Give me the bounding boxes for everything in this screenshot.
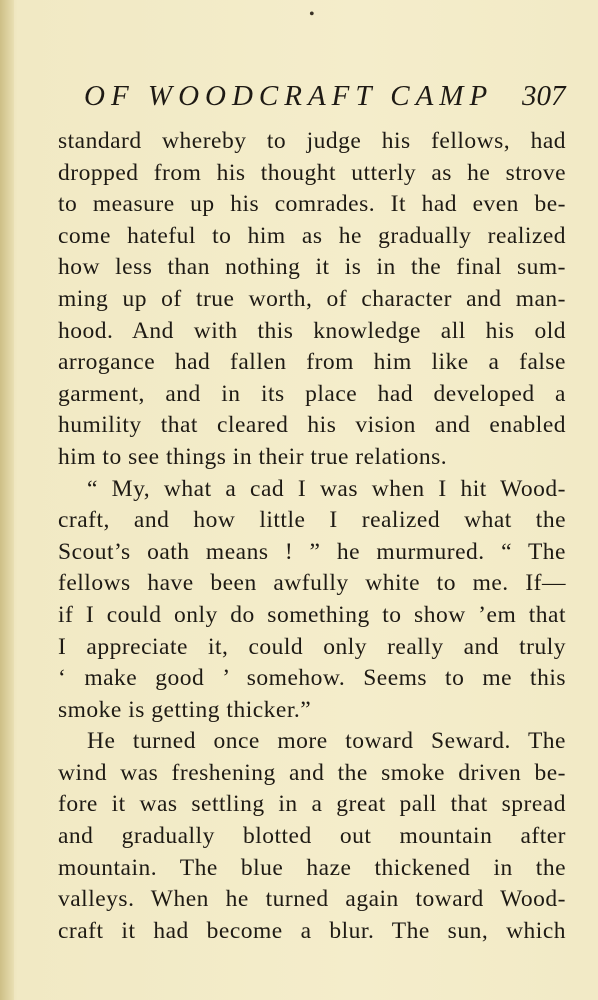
page-edge	[0, 0, 14, 1000]
text-line: standard whereby to judge his fellows, had	[58, 128, 566, 154]
text-line: if I could only do something to show ’em that	[58, 601, 566, 628]
text-line: arrogance had fallen from him like a false	[58, 349, 566, 376]
text-line: fore it was settling in a great pall that spread	[58, 791, 566, 818]
text-line: fellows have been awfully white to me. If—	[58, 570, 566, 597]
text-line: him to see things in their true relations.	[58, 443, 448, 470]
text-line: mountain. The blue haze thickened in the	[58, 854, 566, 881]
text-line: craft it had become a blur. The sun, which	[58, 917, 566, 944]
text-line: and gradually blotted out mountain after	[58, 823, 566, 850]
text-line: Scout’s oath means ! ” he murmured. “ The	[58, 538, 566, 565]
text-line: wind was freshening and the smoke driven be-	[58, 759, 566, 786]
page-number: 307	[522, 80, 566, 112]
text-line: “ My, what a cad I was when I hit Wood-	[87, 475, 566, 502]
text-line: how less than nothing it is in the final sum-	[58, 254, 566, 281]
text-line: hood. And with this knowledge all his old	[58, 317, 566, 344]
text-line: to measure up his comrades. It had even be-	[58, 191, 566, 218]
text-line: dropped from his thought utterly as he strove	[58, 159, 566, 186]
running-head: OF WOODCRAFT CAMP	[84, 80, 494, 112]
text-line: valleys. When he turned again toward Wood-	[58, 886, 566, 913]
text-line: I appreciate it, could only really and truly	[58, 633, 566, 660]
text-line: garment, and in its place had developed a	[58, 380, 566, 407]
text-line: ‘ make good ’ somehow. Seems to me this	[58, 665, 566, 692]
text-line: He turned once more toward Seward. The	[87, 728, 566, 755]
text-line: come hateful to him as he gradually realized	[58, 222, 566, 249]
top-ornament: •	[309, 6, 315, 23]
text-line: smoke is getting thicker.”	[58, 696, 312, 723]
text-line: craft, and how little I realized what the	[58, 507, 566, 534]
body-text	[58, 126, 566, 947]
text-line: humility that cleared his vision and enabled	[58, 412, 566, 439]
text-line: ming up of true worth, of character and man-	[58, 285, 566, 312]
